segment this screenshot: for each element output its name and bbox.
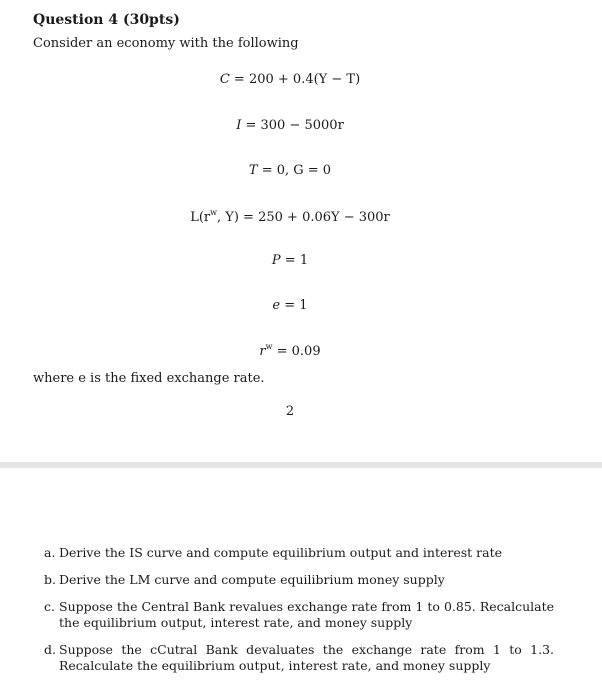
equation-consumption: C = 200 + 0.4(Y − T): [219, 72, 361, 87]
eq-mid: , Y): [217, 210, 239, 225]
question-part-c: [44, 599, 554, 631]
equation-world-rate: $r^w = 0.09$: [259, 342, 321, 359]
eq-rhs: 200 + 0.4(Y − T): [248, 72, 361, 87]
part-text: Derive the IS curve and compute equilibrium output and interest rate: [59, 545, 503, 560]
eq-lhs: C: [219, 72, 230, 87]
eq-lhs: P: [271, 253, 281, 268]
question-title: Question 4 (30pts): [33, 12, 180, 28]
eq-lhs: L(r: [190, 210, 211, 225]
part-letter: a.: [44, 545, 56, 560]
eq-lhs: I: [236, 118, 242, 133]
part-letter: d.: [44, 642, 56, 657]
part-text: Derive the LM curve and compute equilibrium money supply: [59, 572, 445, 587]
equation-taxes-gov: T = 0, G = 0: [248, 163, 332, 178]
eq-rhs: 0.09: [291, 344, 321, 359]
part-letter: c.: [44, 599, 55, 614]
part-letter: b.: [44, 572, 56, 587]
eq-lhs: r: [259, 344, 266, 359]
equation-price: P = 1: [271, 253, 309, 268]
eq-rhs: 250 + 0.06Y − 300r: [258, 210, 390, 225]
question-part-d: [44, 642, 554, 674]
eq-sup: w: [265, 342, 273, 351]
question-part-b: [44, 572, 554, 588]
eq-rhs: 1: [299, 298, 308, 313]
where-note: where e is the fixed exchange rate.: [33, 371, 265, 386]
equation-money-demand: $L(r^w$, Y) = 250 + 0.06Y − 300r: [190, 208, 390, 225]
part-text: Suppose the Central Bank revalues exchange rate from 1 to 0.85. Recalculate the equilibrium output, interest rate, and money supply: [59, 599, 554, 630]
eq-rhs: 0, G = 0: [276, 163, 332, 178]
question-parts-list: [44, 545, 554, 685]
page-number: 2: [285, 404, 295, 419]
part-text: Suppose the cCutral Bank devaluates the exchange rate from 1 to 1.3. Recalculate the equilibrium output, interest rate, and money supply: [59, 642, 554, 673]
eq-rhs: 300 − 5000r: [260, 118, 344, 133]
question-part-a: [44, 545, 554, 561]
eq-lhs: T: [248, 163, 258, 178]
equation-investment: I = 300 − 5000r: [236, 118, 344, 133]
eq-sup: w: [210, 208, 217, 217]
eq-rhs: 1: [299, 253, 309, 268]
equation-exchange: e = 1: [272, 298, 308, 313]
question-intro: Consider an economy with the following: [33, 36, 299, 51]
eq-lhs: e: [272, 298, 281, 313]
